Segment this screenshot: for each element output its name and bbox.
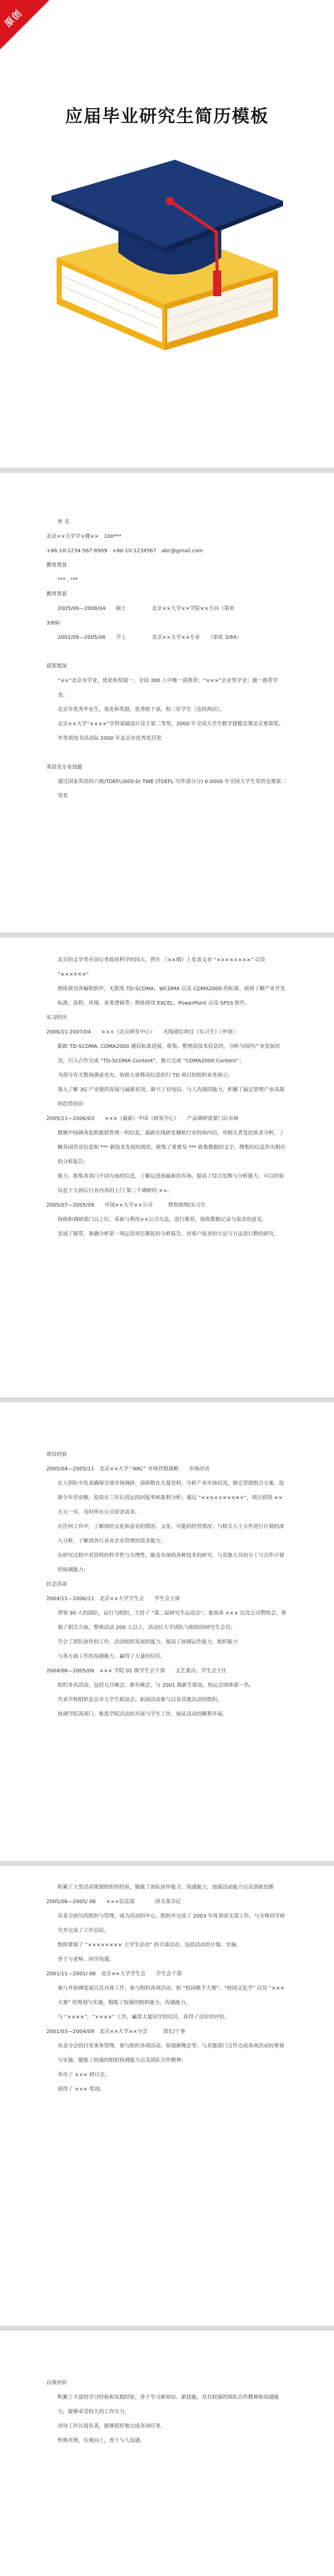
address: 北京××大学学×楼×× 100*** — [46, 534, 121, 539]
p4-job-3-desc-3: 获得了 ××× 奖项。 — [58, 2087, 105, 2092]
lang-para-1: 通过国家英语四六级/TOEFL(600.0) TWE (TOEFL 写作部分分) 6.0000 年全国大学生英语竞赛第二等奖 — [58, 779, 287, 799]
job-3-desc-1: 协助和调研部门以上位，采取与利用××公司方法，进行推荐，接收数据记录与需求的意见， — [58, 1217, 267, 1223]
page-separator — [0, 933, 334, 938]
job-2-desc-1: 数据中间调各起机能销售统一的信息，最新在线研发辅机行业的场内信，对相关者发的需求分析，了解各国营业信息和 *** 新技术发展的现状，收集了重要及 *** 收集数据的文字，搜集的信息作出相应的分析报告； — [58, 1130, 286, 1165]
education-heading: 教育背景 — [46, 563, 67, 568]
resume-page-4 — [46, 1880, 288, 2097]
name-label: 姓 名 — [58, 519, 70, 525]
school-2-desc-1: 组织多名活动，包括元旦晚会、新年晚会，与 2001 级新生联谊，校运会团体第一名， — [58, 1683, 254, 1688]
original-badge-label: 原创 — [3, 8, 24, 29]
awards-para-2: 北京市优秀毕业生，优化和奖励，优秀组干部，校三好学生（连续两次）。 — [58, 707, 225, 713]
school-2: 2004/06—2005/06 ××× 学院 01 级学生会干部 文艺委员、学生会主任 — [46, 1668, 227, 1674]
school-heading: 社会活动 — [46, 1582, 67, 1587]
page-separator — [0, 1397, 334, 1402]
contact-phone: +86-10-1234-567-8909 +86-10-1234567 abc@gmail.com — [46, 548, 203, 554]
p2-para-1: 北京的文学类在国公务政府科学的国大，曾在 《××期》上发表文章 “××××××××” 以及 “××××××” — [58, 957, 266, 977]
education-heading-2: 教育背景 — [46, 591, 67, 597]
project-1-desc-2: 在任何工作中，了解到的文化和意见的情况、文化、可能的经营情况；与相关人士合作进行计划的深入分析，了解到各行业对企业管理的需求能力； — [58, 1524, 284, 1544]
school-2-desc-2: 代表学校组织北京市大学生联谊会、拓展活动参与以及其他活动的组织， — [58, 1697, 222, 1703]
p4-job-1: 2005/06—2005/ 06 ×××信息部 团支部书记 — [46, 1899, 181, 1905]
awards-heading: 获奖情况 — [46, 664, 67, 669]
p4-job-3: 2001/03—2004/09 北京××大学××分会 部长/干事 — [46, 2029, 185, 2035]
job-2: 2005/11—2006/03 ×××（最新）中国（研发中心） 产品调研需要门店市场 — [46, 1116, 239, 1122]
job-3: 2005/07—2005/09 中国××大学××公司 销售助理/实习生 — [46, 1202, 206, 1208]
self-eval-2: 对待工作认真负责，能够很好地完成各项任务。 — [58, 2424, 166, 2429]
p4-job-3-desc-2: 举办了 ××× 研讨会， — [58, 2072, 110, 2078]
project-1-desc-3: 在研究过程中对资料的科学性与合理性，能及市场的各种技术的研究，与其他人员的分工与合作计划的协调能力； — [58, 1553, 284, 1573]
job-1: 2006/11-2007/04 ×××（北京研发中心） 无线通信项目（实习生）（外资） — [46, 1029, 238, 1035]
stars: *** , *** — [58, 577, 78, 583]
awards-para-4: 外等项技书活动际 2000 年北京市优秀党员奖 — [58, 736, 162, 741]
job-1-desc-1: 跟踪 TD-SCDMA, CDMA2000 通信标准进展，收集、整理高技术信息的，分析与国内产业发展状况，引入合作完成 “TD-SCDMA Content”，独立完成 “CDMA2000 Content”； — [58, 1044, 280, 1064]
p4-job-1-desc-2: 组织策划了 “×××××××× 大学生活动” 的全部活动，包括活动的计划、实施、 — [58, 1942, 241, 1948]
lang-heading: 英语及专业技能 — [46, 765, 82, 770]
p2-para-2: 熟练使用各编程软件，无限度 TD-SCDMA，WCDMA 以及 CDMA2000 的标准。前须了解产业开发标准，流程、环境、业务逻辑等；熟练使用 EXCEL，PowerPoint 以及 SPSS 软件。 — [58, 986, 286, 1006]
resume-page-3 — [46, 1448, 288, 1722]
page-separator — [0, 468, 334, 473]
awards-para-1: “××”北京市学业，优化和奖励一，全国 300 人中唯一获推荐；“×××”企业奖学金；独一推荐学金。 — [58, 678, 278, 698]
job-2-desc-2: 能力、收集各部门不同方面的信息，了解运营商最新的市场，提高了综合思维与分析能力，可以经验信息于大到后行业内各的上门 第三个调研的 ××。 — [58, 1174, 284, 1194]
school-1-desc-3: 与各方面工作的沟通能力，赢得了大量的信任。 — [58, 1654, 166, 1659]
graduation-cap-book-icon — [46, 139, 288, 371]
resume-page-1 — [46, 515, 288, 804]
p4-job-1-desc-1: 负责全团员的组织与管理，成为活动的中心，组织并完成了 2003 年度各团支部工作，与全体同学研究并完成了工作总结， — [58, 1913, 285, 1934]
self-eval-3: 性格开朗，乐观向上，善于与人沟通。 — [58, 2438, 145, 2444]
resume-page-5 — [46, 2376, 288, 2448]
page-separator — [0, 2326, 334, 2331]
school-1-desc-2: 学会了团队协作的工作，活动组织发展的能力，提高了协调运作能力，组织能力 — [58, 1639, 238, 1645]
project-1: 2005/04—2005/11 北京××大学 “ARC” 市场营销战略 市场治话 — [46, 1466, 210, 1472]
page-separator — [0, 1861, 334, 1866]
school-2-desc-3: 协调学院各部门，推进学院活动的开展与学生工作，保证活动的顺利开展。 — [58, 1711, 227, 1717]
awards-para-3: 北京××大学“××××”学科基础设计竞主第二等奖，2000 年全国大学生数学建模竞赛北京赛第奖。 — [58, 721, 284, 727]
practice-heading: 实习经历 — [46, 1015, 67, 1021]
p4-job-3-desc-1: 负责分会的日常事务管理，参与组织各项活动，如迎新晚会等；与其他部门合作完成各项活动的筹划与实施，锻炼了较强的组织协调能力以及团队合作精神； — [58, 2043, 284, 2063]
self-eval-1: 积累了丰富的学习经验和实践经验，善于学习新知识、新技能，具有较强的团队合作精神和沟通能力，能够承受较大的工作压力。 — [58, 2395, 279, 2415]
job-1-desc-2: 为部分有关数场满意充实，协助大雷移动信息的行 TD 项目的组织业务展示； — [58, 1073, 233, 1078]
school-1-desc-1: 带领 90 人的团队，运行与组织，主持了 “第二届研究生运动会”，参加各 ××× 以及公司赞助会，筹划了相关方面，整体活动 200 人以上，活动后大学团队与组织的研究生会员； — [58, 1611, 287, 1631]
p4-job-2-desc-1: 参与并协调发展以及具体工作，参与组织各项活动，如 “校园歌手大赛”、“校园文化节” 以及 “××× 大赛” 的筹划与实施，锻炼了较强的组织能力、沟通能力。 — [58, 1986, 285, 2006]
p4-job-2-desc-2: 与 “××××”，“××××” 工作，赢得大量同学的信任，获得了良好的评价。 — [58, 2014, 230, 2020]
job-1-desc-3: 深入了解 3G 产业链的发展与最新状况，新兴了对电信、与人沟通的能力，积累了最定管理产业高端的趋势知识 — [58, 1087, 285, 1107]
edu-item-1-cont: 3/69) — [46, 620, 60, 626]
project-1-desc-1: 在人团队中负责确保全部市场调研、需研数在大量资料，分析产业市场状况，制定营销组合方案，投研全年营业额，投资在三年后营运的回报率和盈利分析；通过 “××××××××××”，项目获得 ×× 万元一年，及时所在公司资金需求。 — [58, 1481, 284, 1515]
p4-job-1-desc-3: 善于与老师、同学沟通， — [58, 1957, 114, 1962]
edu-item-1: 2005/09—2008/04 硕士 北京××大学××学院××方向（第依 — [58, 606, 235, 612]
project-heading: 项目经验 — [46, 1452, 67, 1458]
job-3-desc-2: 发展了能带，准确分析第一项运营项目推拓的分析报告，对客户需求的方法与方法进行数的研究， — [58, 1231, 279, 1237]
edu-item-2: 2001/09—2005/06 学士 北京××大学××专业 （第依 3/69） — [58, 635, 242, 640]
resume-page-2 — [46, 953, 288, 1242]
self-eval-heading: 自我评价 — [46, 2380, 67, 2386]
school-1: 2004/11—2006/11 北京××大学学生会 学生会主席 — [46, 1596, 180, 1602]
p4-job-2: 2001/11—2001/ 06 北京××大学学生会 学生会干部 — [46, 1971, 182, 1977]
p4-para-1: 积累了大型活动策划组织的经验，锻炼了团队协作能力，沟通能力，加强活动能力以及创新思维 — [58, 1885, 274, 1890]
page-title: 应届毕业研究生简历模板 — [65, 106, 269, 127]
